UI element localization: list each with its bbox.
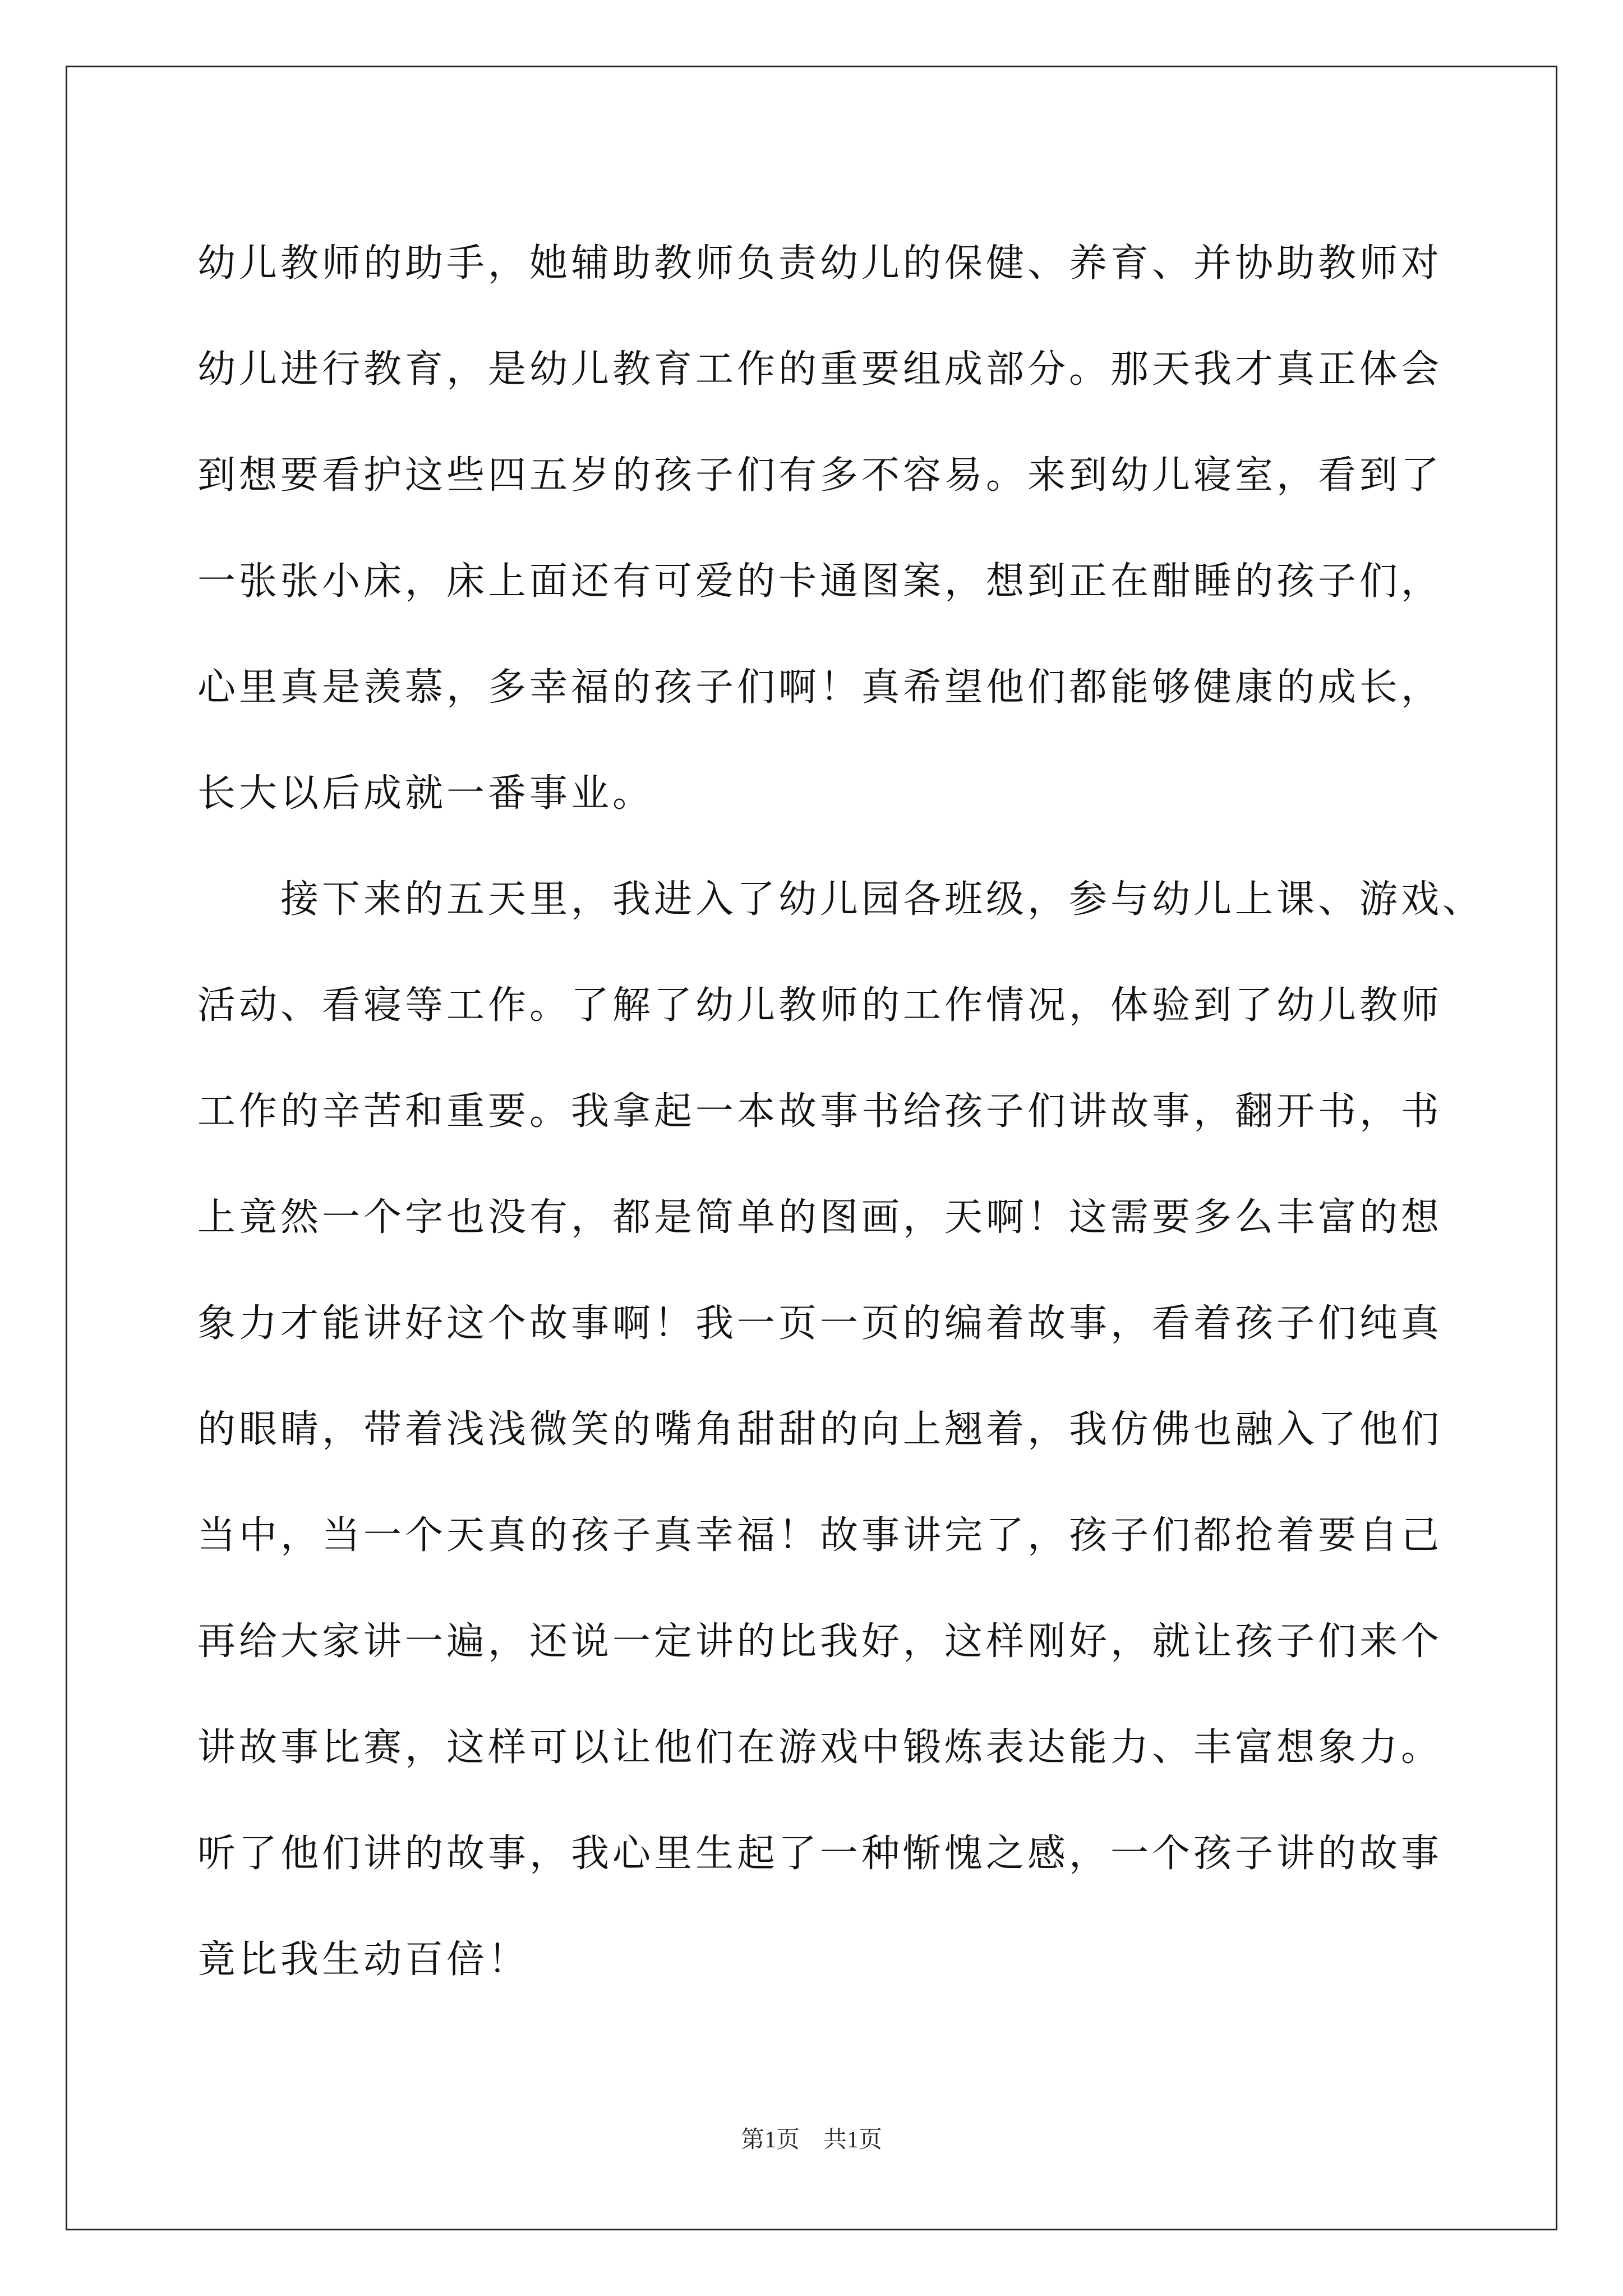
text-line: 竟比我生动百倍！ (197, 1938, 530, 1982)
text-line: 活动、看寝等工作。了解了幼儿教师的工作情况，体验到了幼儿教师 (197, 983, 1443, 1028)
text-line: 上竟然一个字也没有，都是简单的图画，天啊！这需要多么丰富的想 (197, 1195, 1443, 1240)
text-line: 幼儿教师的助手，她辅助教师负责幼儿的保健、养育、并协助教师对 (197, 241, 1443, 286)
text-line: 工作的辛苦和重要。我拿起一本故事书给孩子们讲故事，翻开书，书 (197, 1089, 1443, 1134)
text-line: 接下来的五天里，我进入了幼儿园各班级，参与幼儿上课、游戏、 (197, 877, 1484, 922)
text-line: 幼儿进行教育，是幼儿教育工作的重要组成部分。那天我才真正体会 (197, 347, 1443, 392)
text-line: 心里真是羡慕，多幸福的孩子们啊！真希望他们都能够健康的成长， (197, 665, 1443, 710)
text-line: 长大以后成就一番事业。 (197, 771, 654, 816)
document-body (197, 210, 1484, 2013)
text-line: 听了他们讲的故事，我心里生起了一种惭愧之感，一个孩子讲的故事 (197, 1832, 1443, 1876)
text-line: 当中，当一个天真的孩子真幸福！故事讲完了，孩子们都抢着要自己 (197, 1513, 1443, 1558)
text-line: 一张张小床，床上面还有可爱的卡通图案，想到正在酣睡的孩子们， (197, 559, 1443, 604)
page-number-footer: 第1页 共1页 (740, 2127, 882, 2153)
text-line: 的眼睛，带着浅浅微笑的嘴角甜甜的向上翘着，我仿佛也融入了他们 (197, 1407, 1443, 1452)
text-line: 到想要看护这些四五岁的孩子们有多不容易。来到幼儿寝室，看到了 (197, 453, 1443, 498)
text-line: 讲故事比赛，这样可以让他们在游戏中锻炼表达能力、丰富想象力。 (197, 1726, 1443, 1770)
text-line: 再给大家讲一遍，还说一定讲的比我好，这样刚好，就让孩子们来个 (197, 1619, 1443, 1664)
text-line: 象力才能讲好这个故事啊！我一页一页的编着故事，看着孩子们纯真 (197, 1301, 1443, 1346)
paragraph-2 (197, 846, 1484, 2013)
paragraph-1 (197, 210, 1476, 846)
